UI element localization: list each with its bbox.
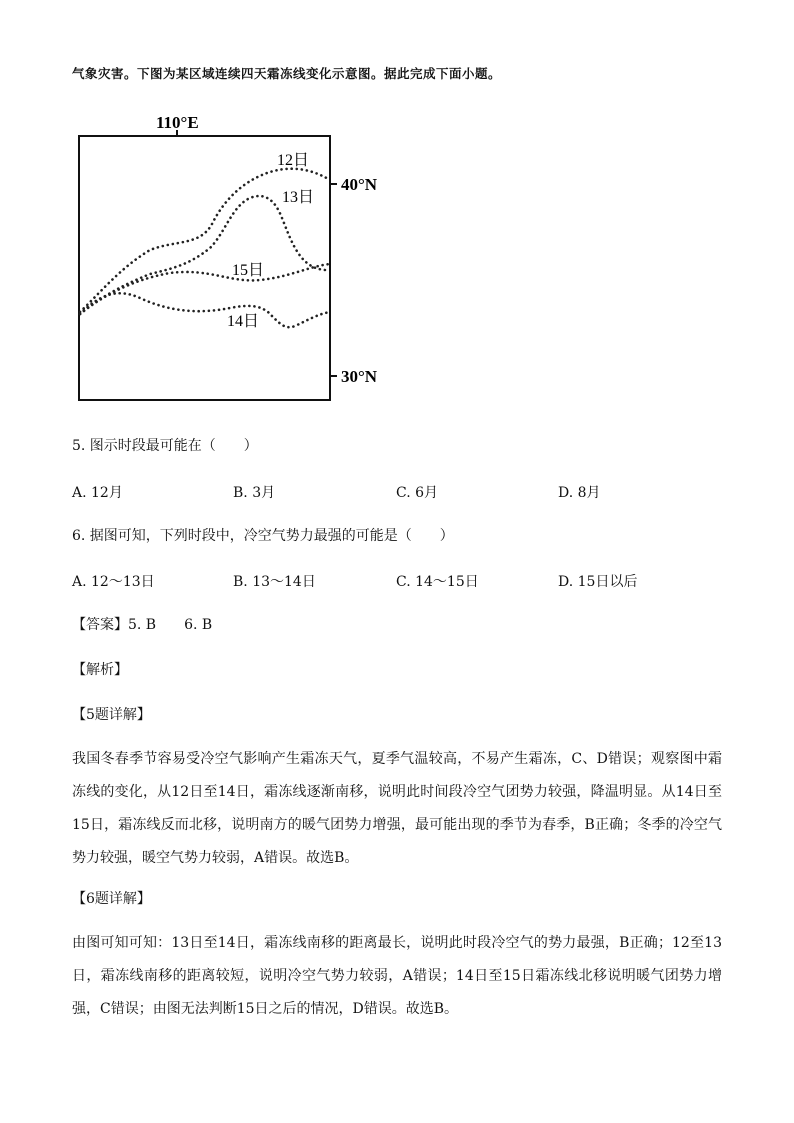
q6-option-d: D. 15日以后 <box>558 574 638 590</box>
q5-stem: 5. 图示时段最可能在（ ） <box>72 438 258 454</box>
answer-5: 5. B <box>128 617 157 633</box>
q5-option-b: B. 3月 <box>233 485 276 501</box>
lat-40-label: 40°N <box>341 175 378 194</box>
q6-option-a: A. 12～13日 <box>72 574 155 590</box>
frost-line-14-label: 14日 <box>227 313 260 330</box>
q6-stem: 6. 据图可知，下列时段中，冷空气势力最强的可能是（ ） <box>72 528 454 544</box>
frost-line-15-label: 15日 <box>232 262 265 279</box>
q5-option-d: D. 8月 <box>558 485 601 501</box>
frost-line-13-label: 13日 <box>282 189 315 206</box>
detail-5-text: 我国冬春季节容易受冷空气影响产生霜冻天气，夏季气温较高，不易产生霜冻，C、D错误；观察图中霜冻线的变化，从12日至14日，霜冻线逐渐南移，说明此时间段冷空气团势力较强，降温明显。从14日至15日，霜冻线反而北移，说明南方的暖气团势力增强，最可能出现的季节为春季，B正确；冬季的冷空气势力较强，暖空气势力较弱，A错误。故选B。 <box>72 751 722 866</box>
frost-line-map <box>60 108 400 408</box>
answer-line <box>72 615 212 635</box>
answer-6: 6. B <box>184 617 213 633</box>
answer-tag: 【答案】 <box>72 617 128 633</box>
analysis-heading: 【解析】 <box>72 662 128 678</box>
q6-option-c: C. 14～15日 <box>396 574 479 590</box>
q5-option-a: A. 12月 <box>72 485 123 501</box>
frost-line-13 <box>80 196 325 314</box>
detail-6-heading: 【6题详解】 <box>72 891 151 907</box>
q5-option-c: C. 6月 <box>396 485 439 501</box>
intro-text: 气象灾害。下图为某区域连续四天霜冻线变化示意图。据此完成下面小题。 <box>72 66 502 81</box>
map-frame <box>79 136 330 400</box>
frost-line-14 <box>80 293 330 327</box>
detail-6-text: 由图可知可知：13日至14日，霜冻线南移的距离最长，说明此时段冷空气的势力最强，B正确；12至13日，霜冻线南移的距离较短，说明冷空气势力较弱，A错误；14日至15日霜冻线北移说明暖气团势力增强，C错误；由图无法判断15日之后的情况，D错误。故选B。 <box>72 935 722 1017</box>
frost-line-map-svg <box>60 108 400 408</box>
longitude-label: 110°E <box>156 113 199 132</box>
frost-line-12-label: 12日 <box>277 152 310 169</box>
detail-5-heading: 【5题详解】 <box>72 707 151 723</box>
q6-option-b: B. 13～14日 <box>233 574 316 590</box>
lat-30-label: 30°N <box>341 367 378 386</box>
